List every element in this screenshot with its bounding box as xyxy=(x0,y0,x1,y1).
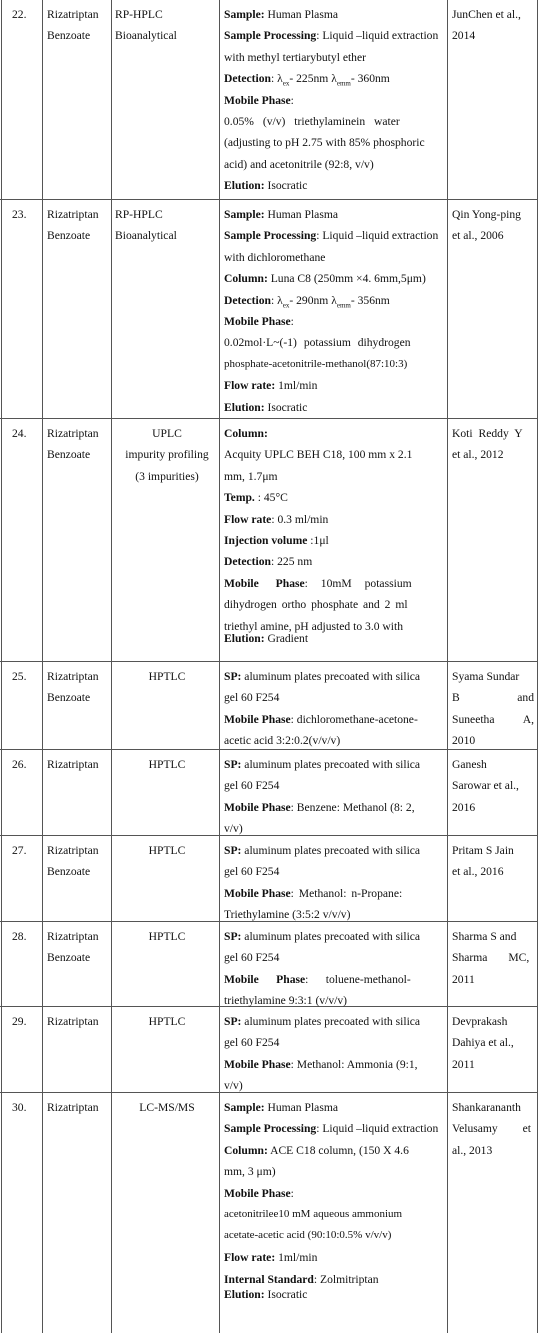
table-row xyxy=(0,750,538,836)
method-details: Column: Acquity UPLC BEH C18, 100 mm x 2.1 mm, 1.7μm Temp. : 45°C Flow rate: 0.3 ml/min Injection volume :1μl Detection: 225 nm Mobile Phase: 10mM potassium dihydrogen ortho phosphate and 2 ml triethyl amine, pH adjusted to 3.0 with Elution: Gradient xyxy=(224,427,413,645)
method-details: Sample: Human Plasma Sample Processing: Liquid –liquid extraction Column: ACE C18 column, (150 X 4.6 mm, 3 μm) Mobile Phase: acetonitrilee10 mM aqueous ammonium acetate-acetic acid (90:10:0.5% v/v/v) Flow rate: 1ml/min Internal Standard: Zolmitriptan Elution: Isocratic xyxy=(224,1101,439,1302)
method-type: HPTLC xyxy=(148,1015,186,1028)
serial-number: 29. xyxy=(12,1015,27,1028)
table-row xyxy=(0,200,538,419)
drug-name: Rizatriptan Benzoate xyxy=(47,844,99,879)
method-type: LC-MS/MS xyxy=(139,1101,195,1114)
method-details: Sample: Human Plasma Sample Processing: Liquid –liquid extraction with dichloromethane Column: Luna C8 (250mm ×4. 6mm,5μm) Detection: $\lambda_{ex}-$ 290nm $\lambda_{emm}-$ 356nm Mobile Phase: 0.02mol·L~(-1) potassium dihydrogen phosphate-acetonitrile-methanol(87:10:3) Flow rate: 1ml/min Elution: Isocratic xyxy=(224,208,439,414)
serial-number: 23. xyxy=(12,208,27,221)
table-row xyxy=(0,922,538,1007)
reference: Ganesh Sarowar et al., 2016 xyxy=(452,758,519,814)
detection-label: Detection xyxy=(224,72,271,86)
method-details: Sample: Human Plasma Sample Processing: Liquid –liquid extraction with methyl tertiarybutyl ether Detection: $\lambda_{ex}-$ 225nm $\lambda_{emm}-$ 360nm Mobile Phase: 0.05% (v/v) triethylaminein water (adjusting to pH 2.75 with 85% phosphoric acid) and acetonitrile (92:8, v/v) Elution: Isocratic xyxy=(224,0,446,197)
method-type: HPTLC xyxy=(148,930,186,943)
method-details: SP: aluminum plates precoated with silica gel 60 F254 Mobile Phase: toluene-methanol- triethylamine 9:3:1 (v/v/v) xyxy=(224,930,421,1008)
mobile-phase-value: 0.05% (v/v) triethylaminein water xyxy=(224,115,400,129)
drug-name: Rizatriptan xyxy=(47,1101,99,1114)
reference: Koti Reddy Y et al., 2012 xyxy=(452,427,523,462)
serial-number: 28. xyxy=(12,930,27,943)
method-details: SP: aluminum plates precoated with silica gel 60 F254 Mobile Phase: dichloromethane-acetone- acetic acid 3:2:0.2(v/v/v) xyxy=(224,670,421,748)
reference: Devprakash Dahiya et al., 2011 xyxy=(452,1015,514,1071)
mobile-phase-label: Mobile Phase xyxy=(224,93,291,107)
drug-name: Rizatriptan Benzoate xyxy=(47,930,99,965)
drug-name: Rizatriptan Benzoate xyxy=(47,427,99,462)
serial-number: 30. xyxy=(12,1101,27,1114)
processing-value: : Liquid –liquid extraction with methyl tertiarybutyl ether xyxy=(224,29,439,64)
drug-name: Rizatriptan xyxy=(47,1015,99,1028)
column-divider xyxy=(219,0,220,1333)
table-row xyxy=(0,419,538,662)
reference: Pritam S Jain et al., 2016 xyxy=(452,844,514,879)
reference: Sharma S and Sharma MC, 2011 xyxy=(452,930,530,986)
drug-name: Rizatriptan Benzoate xyxy=(47,8,99,43)
table-row xyxy=(0,836,538,922)
method-type: HPTLC xyxy=(148,844,186,857)
method-type: RP-HPLC Bioanalytical xyxy=(115,8,177,43)
serial-number: 25. xyxy=(12,670,27,683)
drug-name: Rizatriptan xyxy=(47,758,99,771)
reference: Qin Yong-ping et al., 2006 xyxy=(452,208,521,243)
reference: JunChen et al., 2014 xyxy=(452,8,521,43)
method-type: HPTLC xyxy=(148,758,186,771)
column-divider xyxy=(42,0,43,1333)
reference: Syama Sundar B and Suneetha A, 2010 xyxy=(452,670,534,748)
serial-number: 26. xyxy=(12,758,27,771)
elution-label: Elution: xyxy=(224,179,265,193)
serial-number: 24. xyxy=(12,427,27,440)
method-type: UPLC impurity profiling (3 impurities) xyxy=(125,427,209,483)
table-row xyxy=(0,0,538,200)
processing-label: Sample Processing xyxy=(224,29,317,43)
column-divider xyxy=(1,0,2,1333)
table-row xyxy=(0,1093,538,1333)
reference: Shankarananth Velusamy et al., 2013 xyxy=(452,1101,531,1157)
drug-name: Rizatriptan Benzoate xyxy=(47,670,99,705)
sample-label: Sample: xyxy=(224,8,265,21)
column-divider xyxy=(111,0,112,1333)
method-type: RP-HPLC Bioanalytical xyxy=(115,208,177,243)
drug-name: Rizatriptan Benzoate xyxy=(47,208,99,243)
sample-value: Human Plasma xyxy=(264,8,338,21)
method-details: SP: aluminum plates precoated with silica gel 60 F254 Mobile Phase: Methanol: n-Propane: Triethylamine (3:5:2 v/v/v) xyxy=(224,844,421,922)
serial-number: 27. xyxy=(12,844,27,857)
method-details: SP: aluminum plates precoated with silica gel 60 F254 Mobile Phase: Benzene: Methanol (8: 2, v/v) xyxy=(224,758,421,836)
column-divider xyxy=(447,0,448,1333)
method-type: HPTLC xyxy=(148,670,186,683)
method-details: SP: aluminum plates precoated with silica gel 60 F254 Mobile Phase: Methanol: Ammonia (9:1, v/v) xyxy=(224,1015,421,1093)
table-row xyxy=(0,1007,538,1093)
serial-number: 22. xyxy=(12,8,27,21)
table-row xyxy=(0,662,538,750)
